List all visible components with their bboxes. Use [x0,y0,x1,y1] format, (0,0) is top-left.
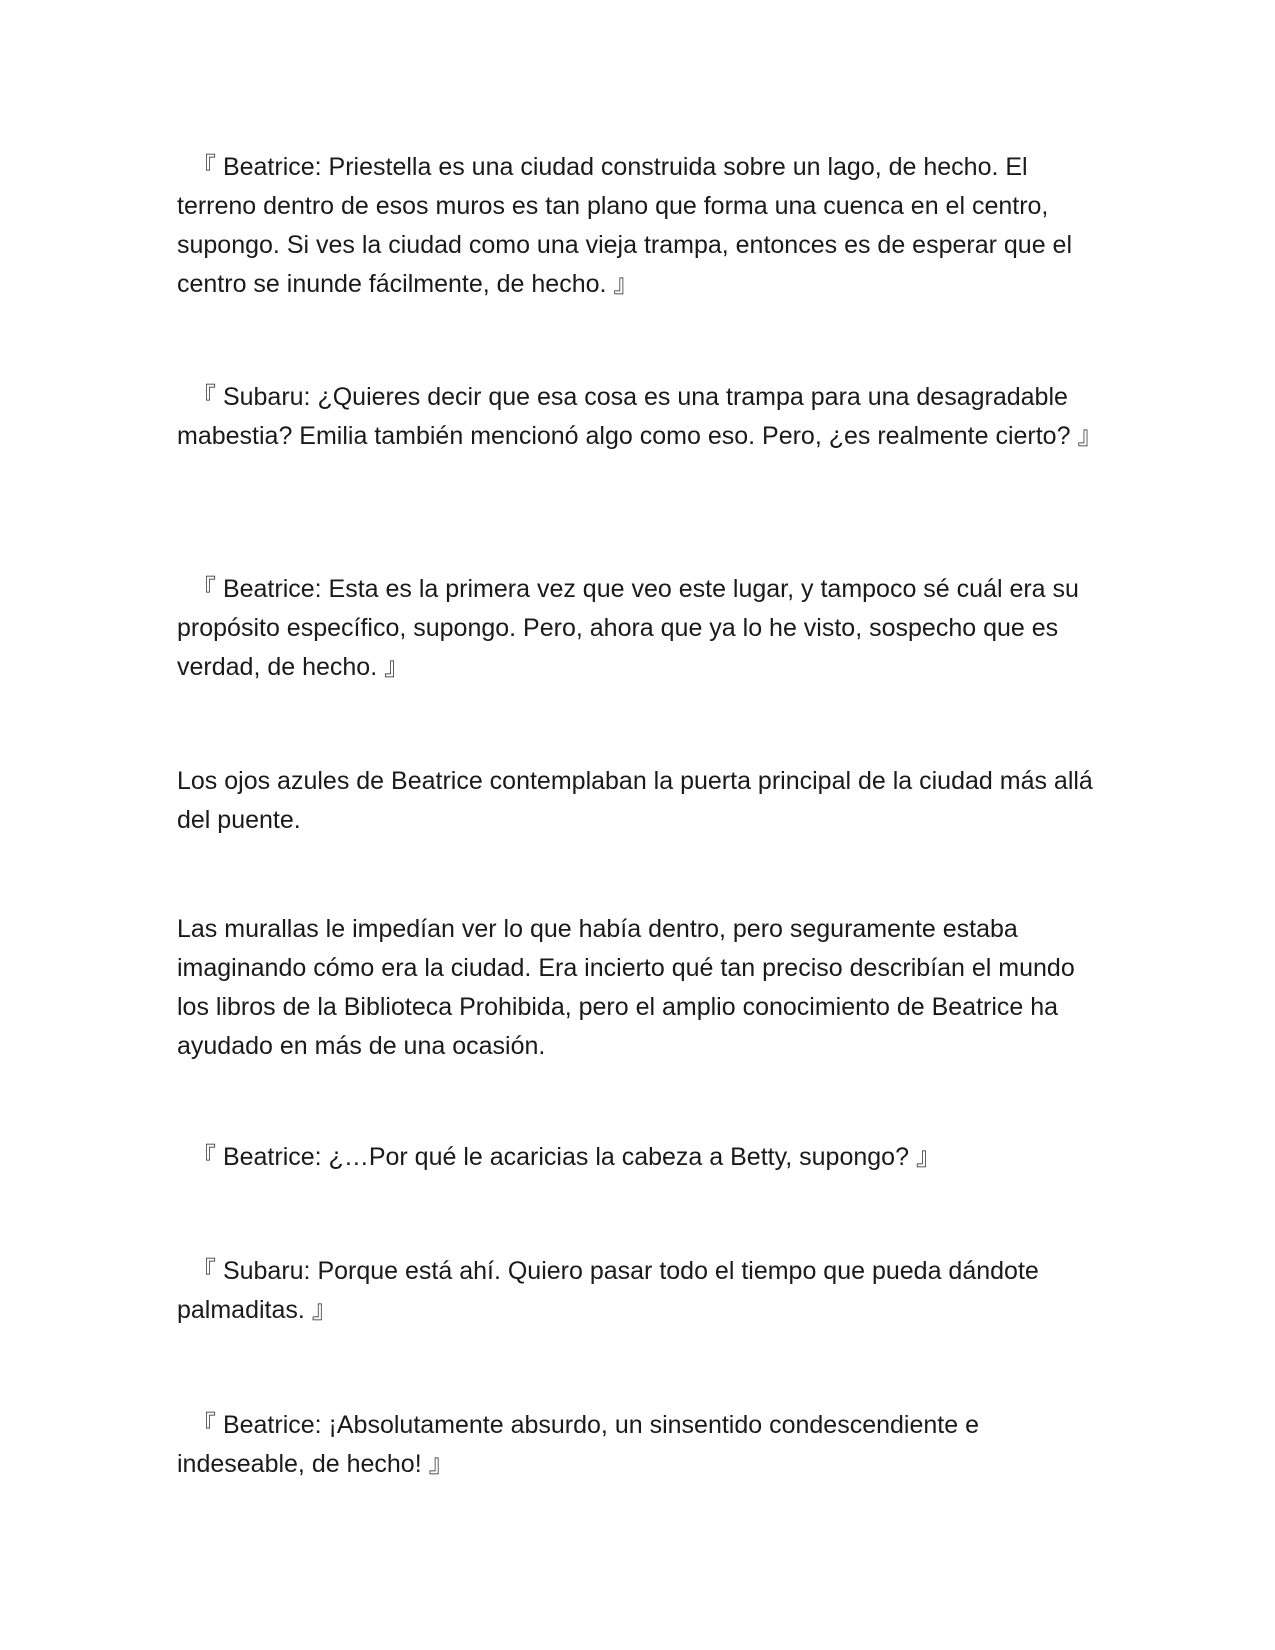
dialogue-beatrice-absurd: 『 Beatrice: ¡Absolutamente absurdo, un sinsentido condescendiente e indeseable, de hecho! 』 [177,1411,979,1478]
dialogue-subaru-trap: 『 Subaru: ¿Quieres decir que esa cosa es una trampa para una desagradable mabestia? Emilia también mencionó algo como eso. Pero, ¿es realmente cierto? 』 [177,383,1103,450]
dialogue-beatrice-first-time: 『 Beatrice: Esta es la primera vez que veo este lugar, y tampoco sé cuál era su propósito específico, supongo. Pero, ahora que ya lo he visto, sospecho que es verdad, de hecho. 』 [177,575,1079,681]
dialogue-beatrice-head-pat: 『 Beatrice: ¿…Por qué le acaricias la cabeza a Betty, supongo? 』 [191,1143,941,1171]
dialogue-subaru-because: 『 Subaru: Porque está ahí. Quiero pasar todo el tiempo que pueda dándote palmaditas. 』 [177,1257,1039,1324]
dialogue-beatrice-priestella: 『 Beatrice: Priestella es una ciudad construida sobre un lago, de hecho. El terreno dentro de esos muros es tan plano que forma una cuenca en el centro, supongo. Si ves la ciudad como una vieja trampa, entonces es de esperar que el centro se inunde fácilmente, de hecho. 』 [177,153,1072,298]
narration-walls: Las murallas le impedían ver lo que había dentro, pero seguramente estaba imaginando cómo era la ciudad. Era incierto qué tan preciso describían el mundo los libros de la Biblioteca Prohibida, pero el amplio conocimiento de Beatrice ha ayudado en más de una ocasión. [177,915,1075,1060]
narration-blue-eyes: Los ojos azules de Beatrice contemplaban la puerta principal de la ciudad más allá del puente. [177,767,1093,834]
